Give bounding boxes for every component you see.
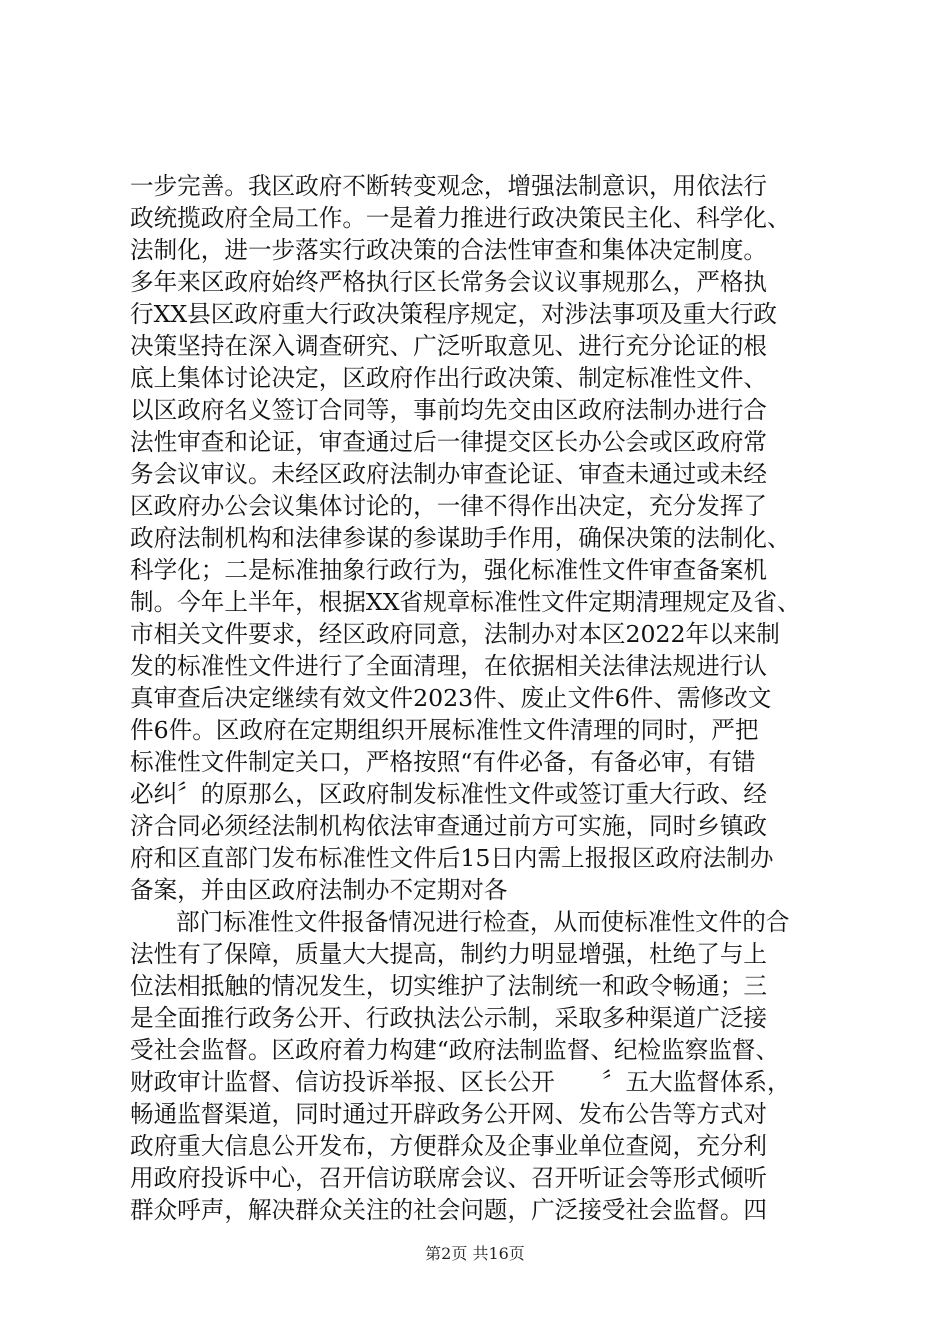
text-line: 受社会监督。区政府着力构建“政府法制监督、纪检监察监督、 (130, 1036, 780, 1064)
text-line: 市相关文件要求，经区政府同意，法制办对本区2022年以来制 (130, 620, 780, 648)
text-line: 标准性文件制定关口，严格按照“有件必备，有备必审，有错 (130, 748, 756, 776)
paragraph-first-line: 部门标准性文件报备情况进行检查，从而使标准性文件的合 (176, 908, 790, 936)
text-line: 一步完善。我区政府不断转变观念，增强法制意识，用依法行 (130, 172, 768, 200)
text-line: 法性有了保障，质量大大提高，制约力明显增强，杜绝了与上 (130, 940, 768, 968)
text-line: 科学化；二是标准抽象行政行为，强化标准性文件审查备案机 (130, 556, 768, 584)
text-line: 位法相抵触的情况发生，切实维护了法制统一和政令畅通；三 (130, 972, 768, 1000)
text-line: 备案，并由区政府法制办不定期对各 (130, 876, 508, 904)
text-line: 发的标准性文件进行了全面清理，在依据相关法律法规进行认 (130, 652, 768, 680)
text-line: 法制化，进一步落实行政决策的合法性审查和集体决定制度。 (130, 236, 768, 264)
page-number-footer: 第2页 共16页 (425, 1244, 525, 1263)
text-line: 制。今年上半年，根据XX省规章标准性文件定期清理规定及省、 (130, 588, 801, 616)
text-line: 件6件。区政府在定期组织开展标准性文件清理的同时，严把 (130, 716, 759, 744)
text-line: 底上集体讨论决定，区政府作出行政决策、制定标准性文件、 (130, 364, 768, 392)
text-line: 必纠〞的原那么，区政府制发标准性文件或签订重大行政、经 (130, 780, 768, 808)
text-line: 行XX县区政府重大行政决策程序规定，对涉法事项及重大行政 (130, 300, 778, 328)
text-line: 是全面推行政务公开、行政执法公示制，采取多种渠道广泛接 (130, 1004, 768, 1032)
text-line: 政统揽政府全局工作。一是着力推进行政决策民主化、科学化、 (130, 204, 791, 232)
text-line: 用政府投诉中心，召开信访联席会议、召开听证会等形式倾听 (130, 1164, 768, 1192)
text-line: 多年来区政府始终严格执行区长常务会议议事规那么，严格执 (130, 268, 768, 296)
text-line: 以区政府名义签订合同等，事前均先交由区政府法制办进行合 (130, 396, 768, 424)
text-line: 务会议审议。未经区政府法制办审查论证、审查未通过或未经 (130, 460, 768, 488)
text-line: 决策坚持在深入调查研究、广泛听取意见、进行充分论证的根 (130, 332, 768, 360)
text-line: 群众呼声，解决群众关注的社会问题，广泛接受社会监督。四 (130, 1196, 768, 1224)
text-line: 区政府办公会议集体讨论的，一律不得作出决定，充分发挥了 (130, 492, 768, 520)
text-line: 政府重大信息公开发布，方便群众及企事业单位查阅，充分利 (130, 1132, 768, 1160)
text-line: 济合同必须经法制机构依法审查通过前方可实施，同时乡镇政 (130, 812, 768, 840)
text-line: 财政审计监督、信访投诉举报、区长公开 〞五大监督体系， (130, 1068, 791, 1096)
text-line: 政府法制机构和法律参谋的参谋助手作用，确保决策的法制化、 (130, 524, 791, 552)
text-line: 法性审查和论证，审查通过后一律提交区长办公会或区政府常 (130, 428, 768, 456)
text-line: 真审查后决定继续有效文件2023件、废止文件6件、需修改文 (130, 684, 772, 712)
text-line: 府和区直部门发布标准性文件后15日内需上报报区政府法制办 (130, 844, 774, 872)
text-line: 畅通监督渠道，同时通过开辟政务公开网、发布公告等方式对 (130, 1100, 768, 1128)
